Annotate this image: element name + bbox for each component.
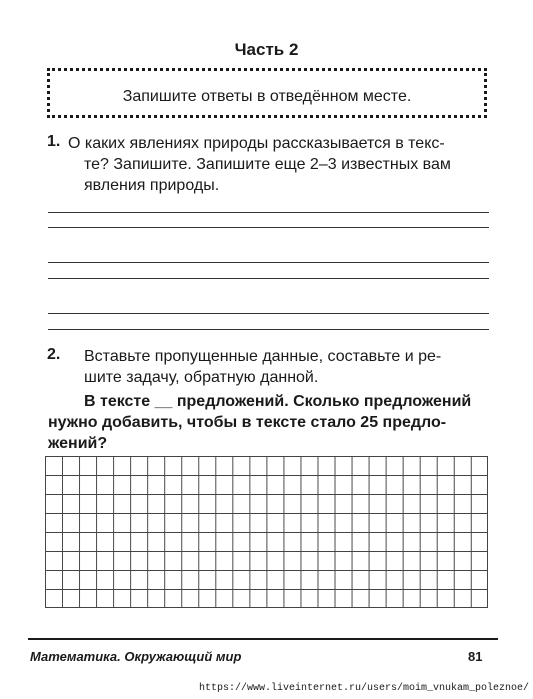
answer-line-3[interactable] (48, 262, 489, 263)
instruction-text: Запишите ответы в отведённом месте. (122, 88, 412, 105)
part-title: Часть 2 (234, 40, 299, 59)
footer-divider (28, 638, 498, 640)
answer-line-1[interactable] (48, 212, 489, 213)
question-2-number: 2. (47, 346, 61, 363)
answer-line-2[interactable] (48, 227, 489, 228)
question-2-line-2: шите задачу, обратную данной. (84, 369, 319, 386)
question-1-line-2: те? Запишите. Запишите еще 2–3 известных вам (84, 156, 451, 173)
answer-line-6[interactable] (48, 329, 489, 330)
question-1-number: 1. (47, 133, 61, 150)
watermark-url: https://www.liveinternet.ru/users/moim_vnukam_poleznoe/ (198, 683, 529, 694)
question-1-line-3: явления природы. (84, 177, 220, 194)
answer-line-5[interactable] (48, 313, 489, 314)
question-1-line-1: О каких явлениях природы рассказывается в текс- (68, 135, 445, 152)
question-2-task-line-2: нужно добавить, чтобы в тексте стало 25 предло- (48, 414, 447, 431)
question-2-line-1: Вставьте пропущенные данные, составьте и ре- (84, 348, 442, 365)
page-number: 81 (468, 649, 483, 664)
footer-subject: Математика. Окружающий мир (30, 649, 242, 664)
question-2-task-line-3: жений? (48, 435, 108, 452)
answer-line-4[interactable] (48, 278, 489, 279)
question-2-task-line-1: В тексте __ предложений. Сколько предложений (84, 393, 472, 410)
answer-grid[interactable] (45, 456, 488, 608)
